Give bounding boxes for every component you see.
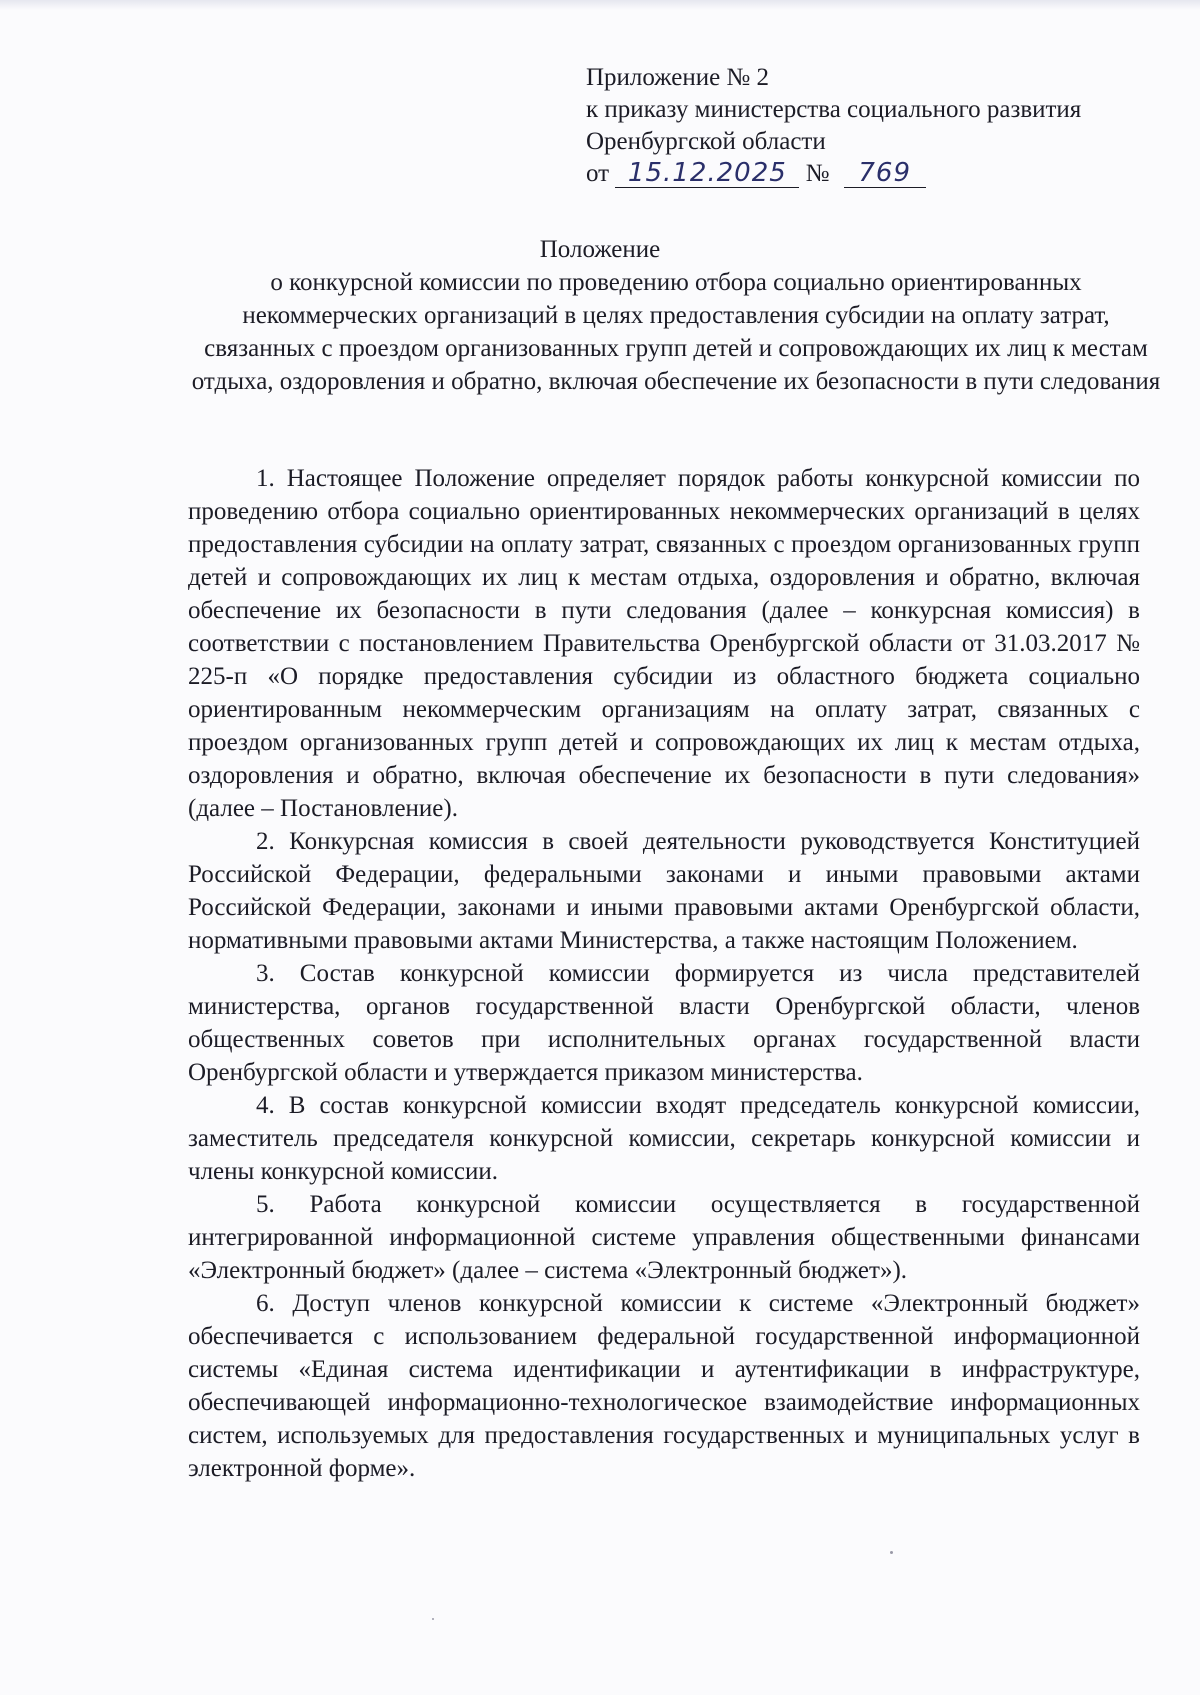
- document-subtitle: о конкурсной комиссии по проведению отбора социально ориентированных некоммерческих организаций в целях предоставления субсидии на оплату затрат, связанных с проездом организованных групп детей и сопровождающих их лиц к местам отдыха, оздоровления и обратно, включая обеспечение их безопасности в пути следования: [191, 269, 1161, 395]
- appendix-date-number-line: [586, 158, 1146, 190]
- document-title: Положение: [539, 236, 661, 263]
- scan-speck: [890, 1551, 893, 1554]
- appendix-title: Приложение № 2: [586, 64, 770, 91]
- paragraph-5: 5. Работа конкурсной комиссии осуществляется в государственной интегрированной информационной системе управления общественными финансами «Электронный бюджет» (далее – система «Электронный бюджет»).: [188, 1191, 1140, 1284]
- paragraph-3: 3. Состав конкурсной комиссии формируется из числа представителей министерства, органов государственной власти Оренбургской области, членов общественных советов при исполнительных органах государственной власти Оренбургской области и утверждается приказом министерства.: [188, 960, 1140, 1086]
- scan-speck: [432, 1618, 434, 1620]
- handwritten-date: 15.12.2025: [615, 159, 799, 188]
- date-prefix: от: [586, 160, 610, 187]
- handwritten-number: 769: [844, 159, 926, 188]
- paragraph-4: 4. В состав конкурсной комиссии входят председатель конкурсной комиссии, заместитель председателя конкурсной комиссии, секретарь конкурсной комиссии и члены конкурсной комиссии.: [188, 1092, 1140, 1185]
- appendix-region: Оренбургской области: [586, 128, 826, 155]
- appendix-order-reference: к приказу министерства социального развития: [586, 96, 1082, 123]
- appendix-header: [586, 62, 1146, 190]
- paragraph-2: 2. Конкурсная комиссия в своей деятельности руководствуется Конституцией Российской Федерации, федеральными законами и иными правовыми актами Российской Федерации, законами и иными правовыми актами Оренбургской области, нормативными правовыми актами Министерства, а также настоящим Положением.: [188, 828, 1140, 954]
- paragraph-6: 6. Доступ членов конкурсной комиссии к системе «Электронный бюджет» обеспечивается с использованием федеральной государственной информационной системы «Единая система идентификации и аутентификации в инфраструктуре, обеспечивающей информационно-технологическое взаимодействие информационных систем, используемых для предоставления государственных и муниципальных услуг в электронной форме».: [188, 1290, 1140, 1482]
- paragraph-1: 1. Настоящее Положение определяет порядок работы конкурсной комиссии по проведению отбора социально ориентированных некоммерческих организаций в целях предоставления субсидии на оплату затрат, связанных с проездом организованных групп детей и сопровождающих их лиц к местам отдыха, оздоровления и обратно, включая обеспечение их безопасности в пути следования (далее – конкурсная комиссия) в соответствии с постановлением Правительства Оренбургской области от 31.03.2017 № 225-п «О порядке предоставления субсидии из областного бюджета социально ориентированным некоммерческим организациям на оплату затрат, связанных с проездом организованных групп детей и сопровождающих их лиц к местам отдыха, оздоровления и обратно, включая обеспечение их безопасности в пути следования» (далее – Постановление).: [188, 465, 1140, 822]
- number-sign: №: [805, 160, 830, 187]
- document-body: [188, 462, 1140, 1485]
